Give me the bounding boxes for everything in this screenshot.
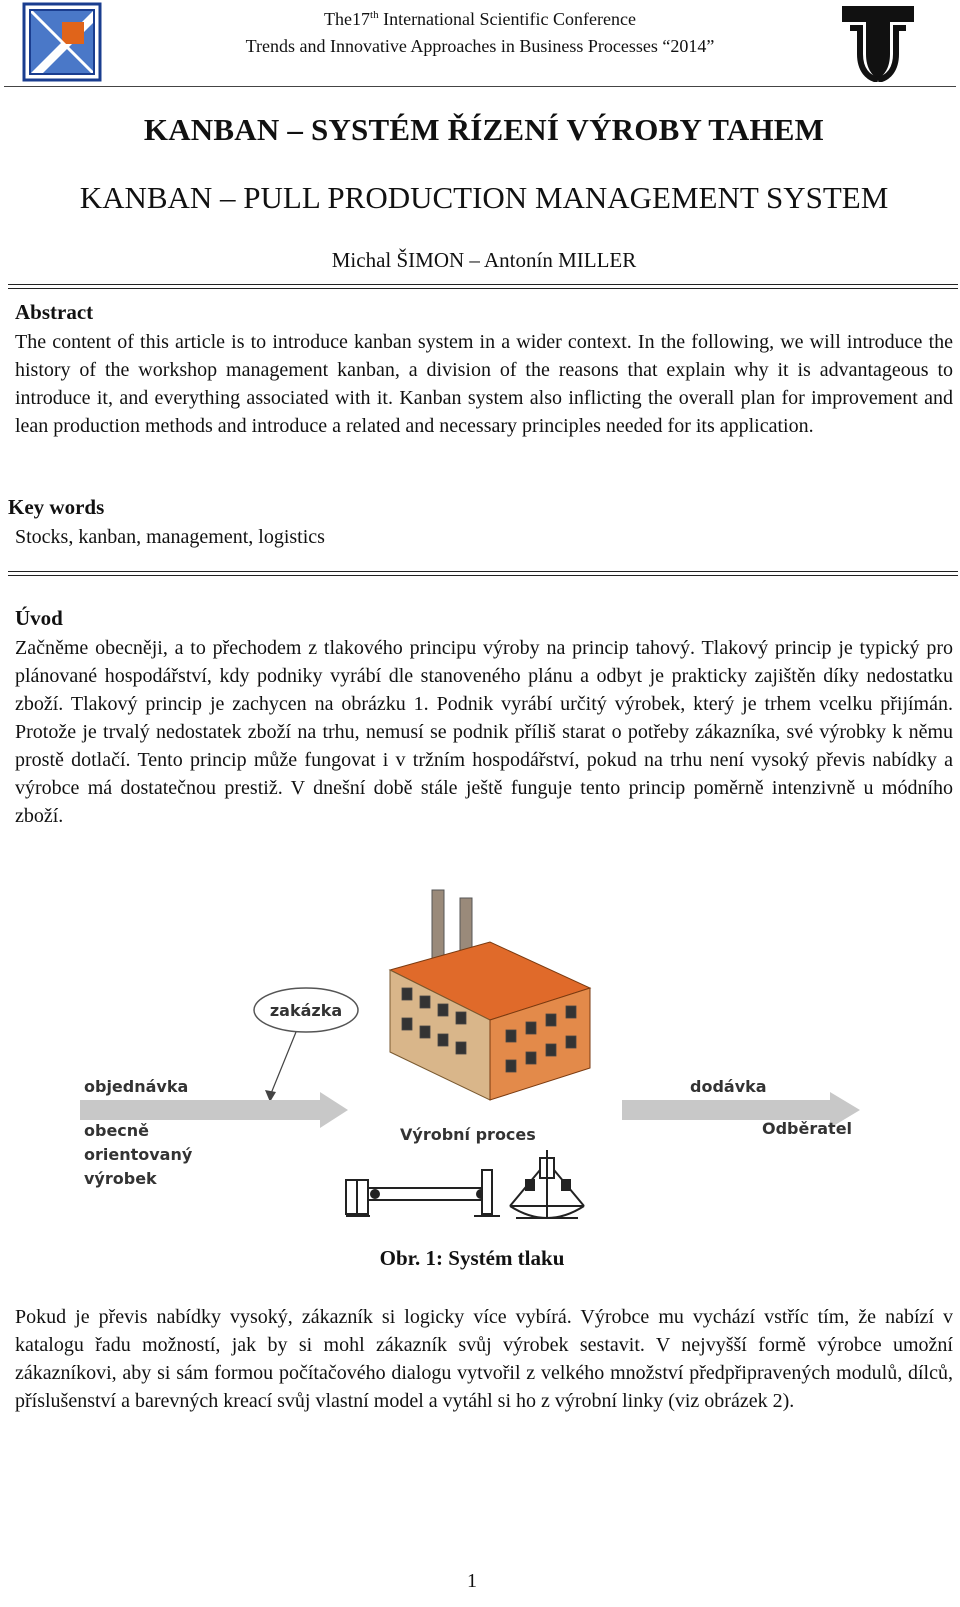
bubble-label: zakázka [269, 1001, 343, 1020]
title-english: KANBAN – PULL PRODUCTION MANAGEMENT SYSTEM [79, 180, 889, 215]
separator-rule [8, 284, 958, 289]
intro-text: Začněme obecněji, a to přechodem z tlakového principu výroby na princip tahový. Tlakový princip je typický pro plánované hospodářství, kdy podniky vyrábí dle stanoveného plánu a odbyt je prakticky zajištěn díky nedostatku zboží. Tlakový princip je zachycen na obrázku 1. Podnik vyrábí určitý výrobek, který je trhem vcelku přijímán. Protože je trvalý nedostatek zboží na trhu, nemusí se podnik příliš starat o potřeby zákazníka, své výrobky k němu prostě dotlačí. Tento princip může fungovat i v tržním hospodářství, pokud na trhu není vysoký převis nabídky a výrobce má dostatečnou prestiž. V dnešní době stále ještě funguje tento princip poměrně intenzivně u módního zboží. [15, 637, 953, 827]
keywords-heading: Key words [8, 495, 105, 519]
factory-icon [390, 890, 590, 1100]
conference-line1-post: International Scientific Conference [378, 9, 636, 29]
intro-heading: Úvod [15, 606, 63, 630]
conference-line2: Trends and Innovative Approaches in Business Processes “2014” [245, 36, 715, 56]
conference-logo-icon [22, 2, 102, 82]
paragraph-2: Pokud je převis nabídky vysoký, zákazník si logicky více vybírá. Výrobce mu vychází vstříc tím, že nabízí v katalogu řadu možností, jak by si mohl zákazník svůj výrobek sestavit. V nejvyšší formě výrobce umožní zákazníkovi, aby si sám formou počítačového dialogu vytvořil z velkého množství předpřipravených modulů, dílců, příslušenství a barevných kreací svůj vlastní model a vytáhl si ho z výrobní linky (viz obrázek 2). [15, 1306, 953, 1412]
abstract-heading: Abstract [15, 300, 94, 324]
crane-machine-icon [510, 1150, 584, 1218]
header-rule [4, 86, 956, 87]
separator-rule [8, 571, 958, 576]
keywords-text: Stocks, kanban, management, logistics [15, 526, 325, 548]
conveyor-machine-icon [346, 1170, 500, 1216]
university-logo-icon [838, 2, 918, 82]
conference-line1-sup: th [370, 9, 379, 21]
page-header [0, 0, 960, 90]
figure-caption: Obr. 1: Systém tlaku [379, 1246, 565, 1270]
conference-title [120, 2, 840, 60]
right-label: dodávka [690, 1077, 767, 1096]
authors: Michal ŠIMON – Antonín MILLER [331, 248, 637, 272]
push-system-figure [70, 870, 870, 1230]
center-label: Výrobní proces [400, 1125, 536, 1144]
right-sub: Odběratel [762, 1119, 853, 1138]
title-czech: KANBAN – SYSTÉM ŘÍZENÍ VÝROBY TAHEM [143, 112, 825, 147]
left-sub-3: výrobek [84, 1169, 157, 1188]
left-sub-1: obecně [84, 1121, 150, 1140]
abstract-text: The content of this article is to introduce kanban system in a wider context. In the following, we will introduce the history of the workshop management kanban, a division of the reasons that explain why it is advantageous to introduce it, and everything associated with it. Kanban system also inflicting the overall plan for improvement and lean production methods and introduce a related and necessary principles needed for its application. [15, 331, 953, 437]
left-sub-2: orientovaný [84, 1145, 193, 1164]
conference-line1-pre: The17 [324, 9, 371, 29]
left-label: objednávka [84, 1077, 189, 1096]
page-number: 1 [467, 1570, 477, 1592]
